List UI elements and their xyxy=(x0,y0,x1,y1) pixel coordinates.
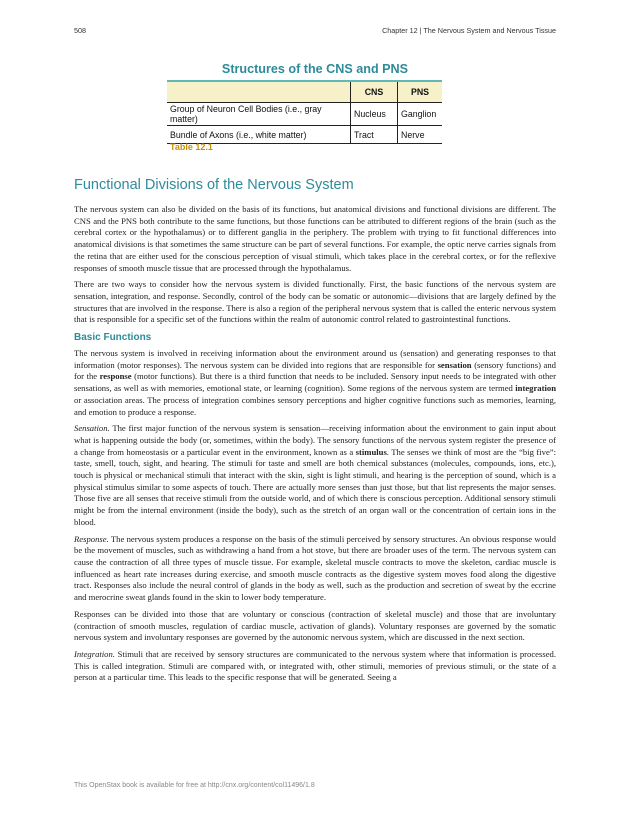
key-term: sensation xyxy=(437,359,472,370)
paragraph: The nervous system is involved in receiving information about the environment around us (sensation) and generating responses to that information (motor responses). The nervous system can be divided into regions that are responsible for sensation (sensory functions) and for the response (motor functions). But there is a third function that needs to be included. Sensory input needs to be integrated with other sensations, as well as with memories, emotional state, or learning (cognition). Some regions of the nervous system are termed integration or association areas. The process of integration combines sensory perceptions and higher cognitive functions such as memories, learning, and emotion to produce a response. xyxy=(74,348,556,417)
section-heading: Functional Divisions of the Nervous System xyxy=(74,177,354,193)
table-row xyxy=(167,103,442,126)
table-title: Structures of the CNS and PNS xyxy=(221,62,409,76)
main-content xyxy=(74,176,556,689)
footer-note: This OpenStax book is available for free at http://cnx.org/content/col11496/1.8 xyxy=(74,782,315,789)
table-cell: Tract xyxy=(351,126,398,144)
table-header-row xyxy=(167,81,442,103)
table-cell: Nerve xyxy=(398,126,443,144)
table-cell: Nucleus xyxy=(351,103,398,126)
table-header-cell xyxy=(167,81,351,103)
table-cell: Ganglion xyxy=(398,103,443,126)
paragraph: Integration. Stimuli that are received by sensory structures are communicated to the nervous system where that information is processed. This is called integration. Stimuli are compared with, or integrated with, other stimuli, memories of previous stimuli, or the state of a person at a particular time. This leads to the specific response that will be generated. Seeing a xyxy=(74,648,556,683)
table-cell: Bundle of Axons (i.e., white matter) xyxy=(167,126,351,144)
run-in-heading: Response. xyxy=(74,533,109,544)
subsection-heading: Basic Functions xyxy=(74,332,152,344)
table-caption: Table 12.1 xyxy=(170,142,213,152)
run-in-heading: Sensation. xyxy=(74,423,110,434)
run-in-heading: Integration. xyxy=(74,648,115,659)
page-number: 508 xyxy=(74,26,86,35)
paragraph: Sensation. The first major function of the nervous system is sensation—receiving information about the environment to gain input about what is happening outside the body (or, sometimes, within the body). The sensory functions of the nervous system register the presence of a change from homeostasis or a particular event in the environment, known as a stimulus. The senses we think of most are the “big five”: taste, smell, touch, sight, and hearing. The stimuli for taste and smell are both chemical substances (molecules, compounds, ions, etc.), touch is physical or mechanical stimuli that interact with the skin, sight is light stimuli, and hearing is the perception of sound, which is a physical stimulus similar to some aspects of touch. There are actually more senses than just those, but that list represents the major senses. Those five are all senses that receive stimuli from the outside world, and of which there is conscious perception. Additional sensory stimuli might be from the internal environment (inside the body), such as the stretch of an organ wall or the concentration of certain ions in the blood. xyxy=(74,423,556,527)
table-row xyxy=(167,126,442,144)
running-header: Chapter 12 | The Nervous System and Nervous Tissue xyxy=(382,26,556,35)
cns-pns-table xyxy=(167,80,442,144)
table-header-cell: PNS xyxy=(398,81,443,103)
key-term: stimulus xyxy=(355,446,387,457)
paragraph: There are two ways to consider how the nervous system is divided functionally. First, the basic functions of the nervous system are sensation, integration, and response. Secondly, control of the body can be somatic or autonomic—divisions that are largely defined by the structures that are involved in the response. There is also a region of the peripheral nervous system that is called the enteric nervous system that is responsible for a specific set of the functions within the realm of autonomic control related to gastrointestinal functions. xyxy=(74,279,556,325)
table-header-cell: CNS xyxy=(351,81,398,103)
key-term: integration xyxy=(515,383,556,394)
paragraph: Response. The nervous system produces a response on the basis of the stimuli perceived by sensory structures. An obvious response would be the movement of muscles, such as withdrawing a hand from a hot stove, but there are broader uses of the term. The nervous system can cause the contraction of all three types of muscle tissue. For example, skeletal muscle contracts to move the skeleton, cardiac muscle is influenced as heart rate increases during exercise, and smooth muscle contracts as the digestive system moves food along the digestive tract. Responses also include the neural control of glands in the body as well, such as the production and secretion of sweat by the eccrine and merocrine sweat glands found in the skin to lower body temperature. xyxy=(74,533,556,603)
table-cell: Group of Neuron Cell Bodies (i.e., gray matter) xyxy=(167,103,351,126)
key-term: response xyxy=(99,371,132,382)
paragraph: The nervous system can also be divided on the basis of its functions, but anatomical divisions and functional divisions are different. The CNS and the PNS both contribute to the same functions, but those functions can be attributed to different regions of the brain (such as the cerebral cortex or the hypothalamus) or to different ganglia in the periphery. The problem with trying to fit functional differences into anatomical divisions is that sometimes the same structure can be part of several functions. For example, the optic nerve carries signals from the retina that are either used for the conscious perception of visual stimuli, which takes place in the cerebral cortex, or for the reflexive responses of smooth muscle tissue that are processed through the hypothalamus. xyxy=(74,204,556,273)
paragraph: Responses can be divided into those that are voluntary or conscious (contraction of skeletal muscle) and those that are involuntary (contraction of smooth muscles, regulation of cardiac muscle, activation of glands). Voluntary responses are governed by the somatic nervous system and involuntary responses are governed by the autonomic nervous system, which are discussed in the next section. xyxy=(74,608,556,643)
